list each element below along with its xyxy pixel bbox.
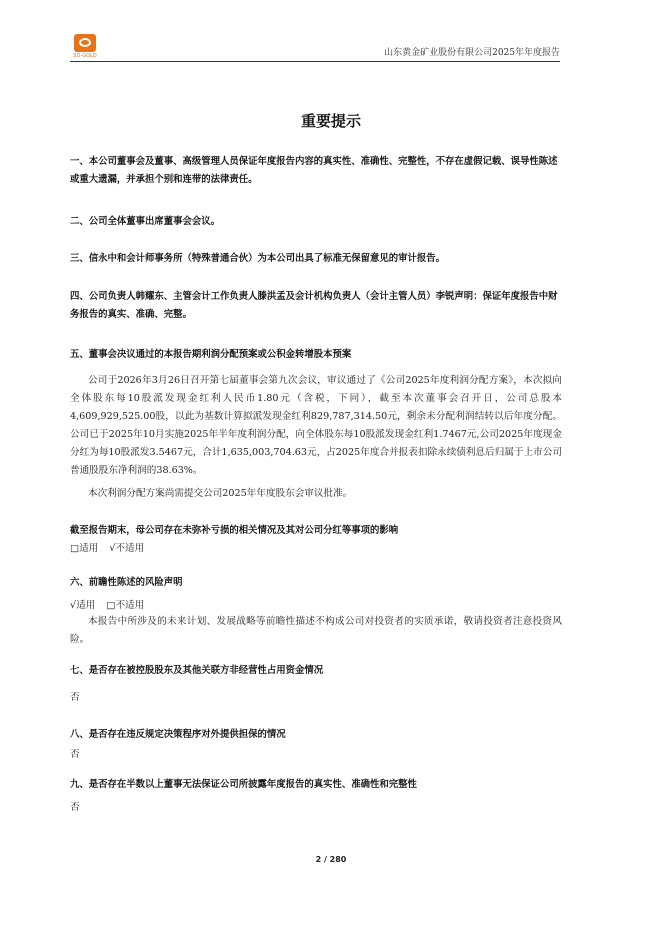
item-six-heading: 六、前瞻性陈述的风险声明 — [70, 577, 183, 588]
page-header — [70, 32, 560, 62]
item-nine-heading: 九、是否存在半数以上董事无法保证公司所披露年度报告的真实性、准确性和完整性 — [70, 779, 417, 790]
item-four: 四、公司负责人韩耀东、主管会计工作负责人滕洪孟及会计机构负责人（会计主管人员）李锐声明：保证年度报告中财务报告的真实、准确、完整。 — [70, 291, 558, 320]
item-one: 一、本公司董事会及董事、高级管理人员保证年度报告内容的真实性、准确性、完整性，不存在虚假记载、误导性陈述或重大遗漏，并承担个别和连带的法律责任。 — [70, 156, 558, 185]
six-option-applicable: √适用 — [70, 600, 96, 611]
page-title: 重要提示 — [300, 112, 361, 130]
item-five-paragraph-1: 公司于2026年3月26日召开第七届董事会第九次会议，审议通过了《公司2025年度利润分配方案》，本次拟向全体股东每10股派发现金红利人民币1.80元（含税，下同），截至本次董事会召开日，公司总股本4,609,929,525.00股，以此为基数计算拟派发现金红利829,787,314.50元，剩余未分配利润结转以后年度分配。公司已于2025年10月实施2025年半年度利润分配，向全体股东每10股派发现金红利1.7467元,公司2025年度现金分红为每10股派发3.5467元，合计1,635,003,704.63元，占2025年度合并报表扣除永续债利息后归属于上市公司普通股股东净利润的38.63%。 — [70, 375, 562, 476]
header-divider — [70, 61, 560, 62]
item-eight-heading: 八、是否存在违反规定决策程序对外提供担保的情况 — [70, 729, 286, 740]
loss-heading: 截至报告期末，母公司存在未弥补亏损的相关情况及其对公司分红等事项的影响 — [70, 525, 399, 536]
item-five-paragraph-2: 本次利润分配方案尚需提交公司2025年年度股东会审议批准。 — [88, 488, 353, 499]
loss-option-not-applicable: √不适用 — [109, 543, 145, 554]
item-five-heading: 五、董事会决议通过的本报告期利润分配预案或公积金转增股本预案 — [70, 349, 352, 360]
page-number: 2 / 280 — [315, 855, 347, 864]
item-seven-answer: 否 — [70, 692, 80, 703]
item-six-paragraph: 本报告中所涉及的未来计划、发展战略等前瞻性描述不构成公司对投资者的实质承诺，敬请投资者注意投资风险。 — [70, 616, 562, 645]
loss-options — [70, 540, 562, 558]
item-two: 二、公司全体董事出席董事会会议。 — [70, 216, 221, 227]
six-option-not-applicable: □不适用 — [106, 600, 145, 611]
report-title: 山东黄金矿业股份有限公司2025年年度报告 — [384, 48, 560, 58]
item-three: 三、信永中和会计师事务所（特殊普通合伙）为本公司出具了标准无保留意见的审计报告。 — [70, 253, 446, 264]
logo-text: SD-GOLD — [73, 53, 97, 59]
company-logo — [70, 32, 100, 62]
logo-mark-icon — [74, 34, 96, 52]
item-eight-answer: 否 — [70, 749, 80, 760]
item-seven-heading: 七、是否存在被控股股东及其他关联方非经营性占用资金情况 — [70, 665, 324, 676]
item-nine-answer: 否 — [70, 802, 80, 813]
loss-option-applicable: □适用 — [70, 543, 99, 554]
